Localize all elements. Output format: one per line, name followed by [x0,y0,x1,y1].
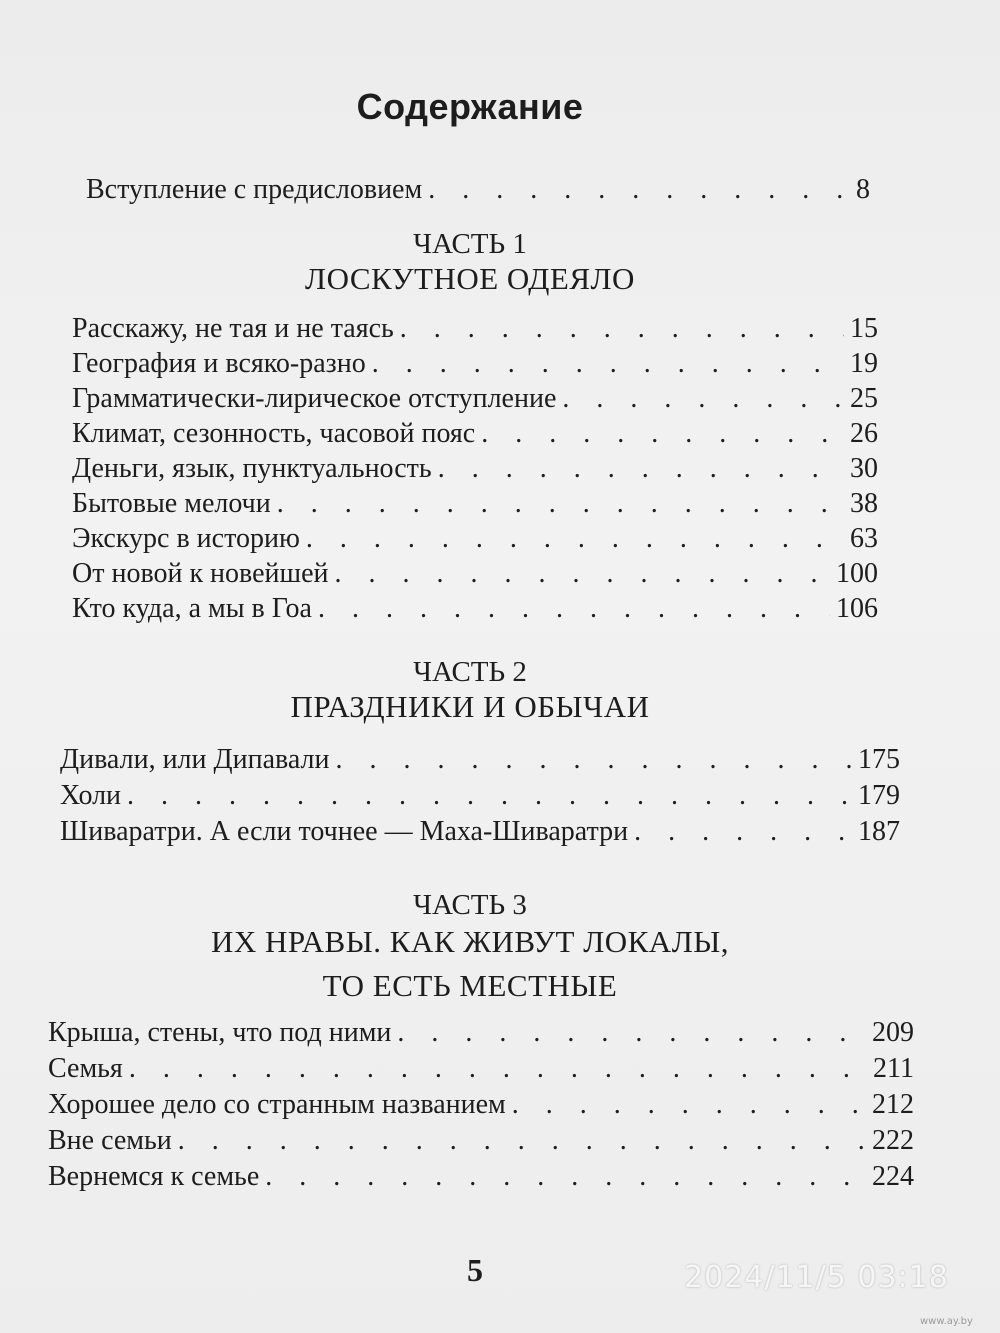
dot-leader [127,780,852,812]
toc-entry-title: Шиваратри. А если точнее — Маха-Шиваратри [60,816,629,847]
part-1-title [0,257,940,301]
toc-entry [72,523,878,558]
dot-leader [129,1053,867,1085]
toc-entry [48,1125,914,1161]
photo-timestamp: 2024/11/5 03:18 [684,1260,949,1295]
toc-entry-page: 224 [872,1161,914,1192]
toc-entry-page: 25 [850,383,878,414]
dot-leader [178,1125,866,1157]
toc-entry [48,1089,914,1125]
toc-entry-page: 26 [850,418,878,449]
dot-leader [318,593,830,625]
toc-entry [60,816,900,852]
toc-entry-title: География и всяко-разно [72,348,366,379]
dot-leader [265,1161,866,1193]
page-number: 5 [467,1252,483,1288]
toc-entry-page: 211 [873,1053,914,1084]
toc-entry-title: Экскурс в историю [72,523,300,554]
toc-entry [72,348,878,383]
toc-entry-title: Бытовые мелочи [72,488,271,519]
toc-entry-page: 100 [836,558,878,589]
toc-entry [72,383,878,418]
toc-entry-title: Семья [48,1053,123,1084]
toc-entry-title: Холи [60,780,122,811]
toc-entry-page: 15 [850,313,878,344]
toc-entry [72,488,878,523]
toc-entry [72,313,878,348]
toc-entry-title: Крыша, стены, что под ними [48,1017,392,1048]
watermark: www.ay.by [920,1316,973,1327]
toc-entry [60,780,900,816]
toc-entry [72,453,878,488]
toc-entry-page: 179 [858,780,900,811]
part-1-label: ЧАСТЬ 1 [413,228,527,260]
dot-leader [428,174,850,206]
part-title-line: ТО ЕСТЬ МЕСТНЫЕ [322,968,618,1003]
part-1-entries [72,313,878,628]
dot-leader [481,418,844,450]
dot-leader [438,453,844,485]
toc-entry-title: Кто куда, а мы в Гоа [72,593,312,624]
toc-entry-page: 38 [850,488,878,519]
toc-entry [72,593,878,628]
toc-entry [72,418,878,453]
dot-leader [306,523,844,555]
dot-leader [372,348,844,380]
toc-entry [86,174,870,209]
toc-entry-page: 106 [836,593,878,624]
part-2-label: ЧАСТЬ 2 [413,656,527,688]
part-2-title [0,685,940,729]
toc-entry-title: Дивали, или Дипавали [60,744,330,775]
dot-leader [634,816,852,848]
toc-entry-page: 30 [850,453,878,484]
dot-leader [277,488,844,520]
dot-leader [512,1089,866,1121]
dot-leader [400,313,844,345]
toc-entry-title: Климат, сезонность, часовой пояс [72,418,476,449]
part-3-label: ЧАСТЬ 3 [413,889,527,921]
toc-entry-title: Грамматически-лирическое отступление [72,383,557,414]
dot-leader [562,383,844,415]
intro-entries [86,174,870,209]
part-3-entries [48,1017,914,1197]
toc-entry-page: 187 [858,816,900,847]
toc-entry-page: 212 [872,1089,914,1120]
part-3-title [0,920,940,1008]
toc-entry-title: Вернемся к семье [48,1161,260,1192]
part-title-line: ЛОСКУТНОЕ ОДЕЯЛО [305,261,635,296]
toc-entry-page: 19 [850,348,878,379]
toc-entry-page: 222 [872,1125,914,1156]
toc-entry-title: Вне семьи [48,1125,172,1156]
dot-leader [397,1017,866,1049]
toc-entry-page: 63 [850,523,878,554]
toc-entry-title: Деньги, язык, пунктуальность [72,453,432,484]
dot-leader [334,558,830,590]
part-title-line: ПРАЗДНИКИ И ОБЫЧАИ [290,689,650,724]
part-title-line: ИХ НРАВЫ. КАК ЖИВУТ ЛОКАЛЫ, [210,924,730,959]
toc-entry-page: 8 [856,174,870,205]
toc-entry-title: От новой к новейшей [72,558,329,589]
toc-entry-page: 209 [872,1017,914,1048]
toc-entry [48,1053,914,1089]
toc-entry [48,1161,914,1197]
toc-entry [48,1017,914,1053]
page-title: Содержание [356,86,584,127]
toc-entry-title: Вступление с предисловием [86,174,423,205]
toc-entry [72,558,878,593]
part-2-entries [60,744,900,852]
toc-entry-page: 175 [858,744,900,775]
toc-entry-title: Хорошее дело со странным названием [48,1089,506,1120]
toc-entry [60,744,900,780]
dot-leader [336,744,853,776]
toc-entry-title: Расскажу, не тая и не таясь [72,313,394,344]
